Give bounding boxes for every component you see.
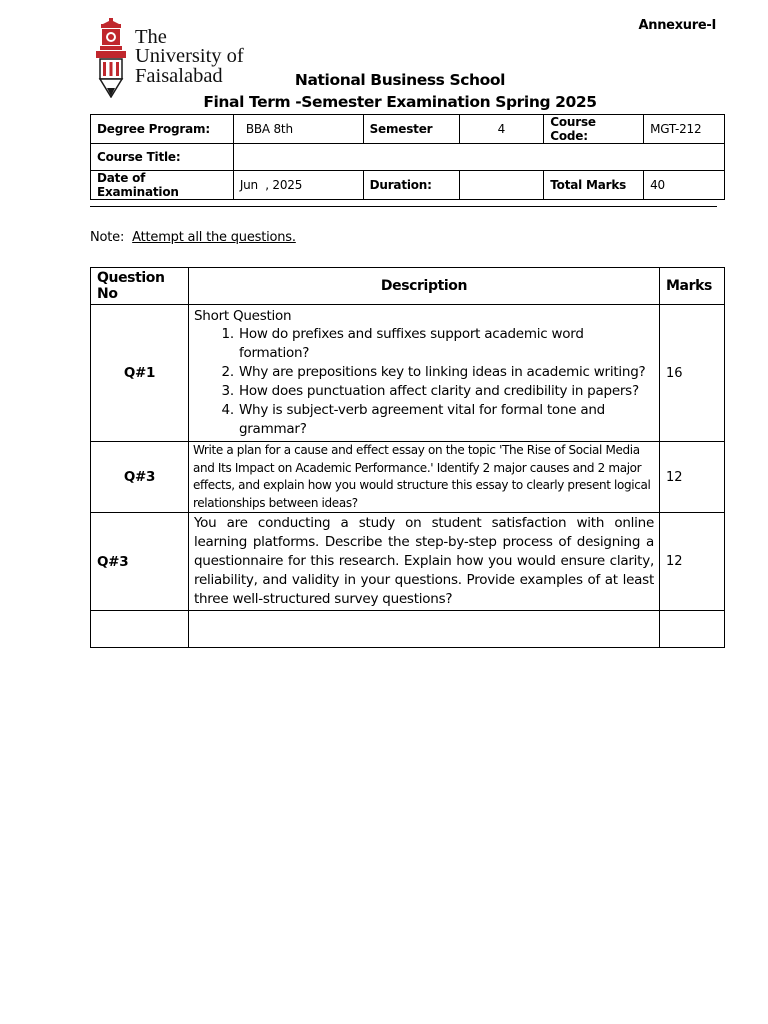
- total-marks-value: 40: [644, 171, 725, 200]
- note-text: Attempt all the questions.: [132, 230, 296, 245]
- course-code-value: MGT-212: [644, 115, 725, 144]
- empty-cell: [188, 611, 659, 648]
- note-label: Note:: [90, 230, 125, 245]
- question-row-1: [91, 305, 725, 442]
- date-value: Jun , 2025: [233, 171, 363, 200]
- semester-value: 4: [459, 115, 544, 144]
- short-question-title: Short Question: [193, 308, 292, 324]
- duration-value: [459, 171, 544, 200]
- question-description: Write a plan for a cause and effect essay on the topic 'The Rise of Social Media and Its Impact on Academic Performance.' Identify 2 major causes and 2 major effects, and explain how you would structure this essay to clearly present logical relationships between ideas?: [188, 442, 659, 513]
- question-row-2: [91, 442, 725, 513]
- degree-program-value: BBA 8th: [233, 115, 363, 144]
- question-marks: 12: [660, 513, 725, 611]
- logo-line-2: University of: [135, 45, 244, 68]
- empty-row: [91, 611, 725, 648]
- semester-label: Semester: [363, 115, 459, 144]
- date-label: Date of Examination: [91, 171, 234, 200]
- empty-cell: [91, 611, 189, 648]
- header-marks: Marks: [660, 268, 725, 305]
- header-description: Description: [188, 268, 659, 305]
- exam-title: Final Term -Semester Examination Spring 2025: [203, 93, 597, 111]
- course-code-label: Course Code:: [544, 115, 644, 144]
- question-marks: 16: [660, 305, 725, 442]
- exam-info-table: [90, 114, 725, 200]
- question-row-3: [91, 513, 725, 611]
- questions-table: [90, 267, 725, 648]
- question-number: Q#1: [91, 305, 189, 442]
- annexure-label: Annexure-I: [638, 18, 716, 33]
- short-question-list: [194, 325, 654, 439]
- short-question-item: 1. How do prefixes and suffixes support academic word formation?: [238, 325, 654, 363]
- logo-line-1: The: [135, 26, 167, 48]
- info-row-course-title: [91, 144, 725, 171]
- header-question-no: Question No: [91, 268, 189, 305]
- header-divider: [90, 206, 717, 207]
- question-number: Q#3: [91, 513, 189, 611]
- note: [90, 230, 296, 245]
- course-title-label: Course Title:: [91, 144, 234, 171]
- short-question-item: 3. How does punctuation affect clarity and credibility in papers?: [238, 382, 654, 401]
- duration-label: Duration:: [363, 171, 459, 200]
- info-row-date: [91, 171, 725, 200]
- degree-program-label: Degree Program:: [91, 115, 234, 144]
- question-number: Q#3: [91, 442, 189, 513]
- short-question-item: 4. Why is subject-verb agreement vital for formal tone and grammar?: [238, 401, 654, 439]
- school-name: National Business School: [294, 71, 506, 89]
- questions-header-row: [91, 268, 725, 305]
- empty-cell: [660, 611, 725, 648]
- logo-line-3: Faisalabad: [135, 64, 223, 87]
- course-title-value: [233, 144, 724, 171]
- question-marks: 12: [660, 442, 725, 513]
- info-row-degree: [91, 115, 725, 144]
- total-marks-label: Total Marks: [544, 171, 644, 200]
- question-description: You are conducting a study on student satisfaction with online learning platforms. Describe the step-by-step process of designing a questionnaire for this research. Explain how you would ensure clarity, reliability, and validity in your questions. Provide examples of at least three well-structured survey questions?: [188, 513, 659, 611]
- short-question-item: 2. Why are prepositions key to linking ideas in academic writing?: [238, 363, 654, 382]
- question-description: [188, 305, 659, 442]
